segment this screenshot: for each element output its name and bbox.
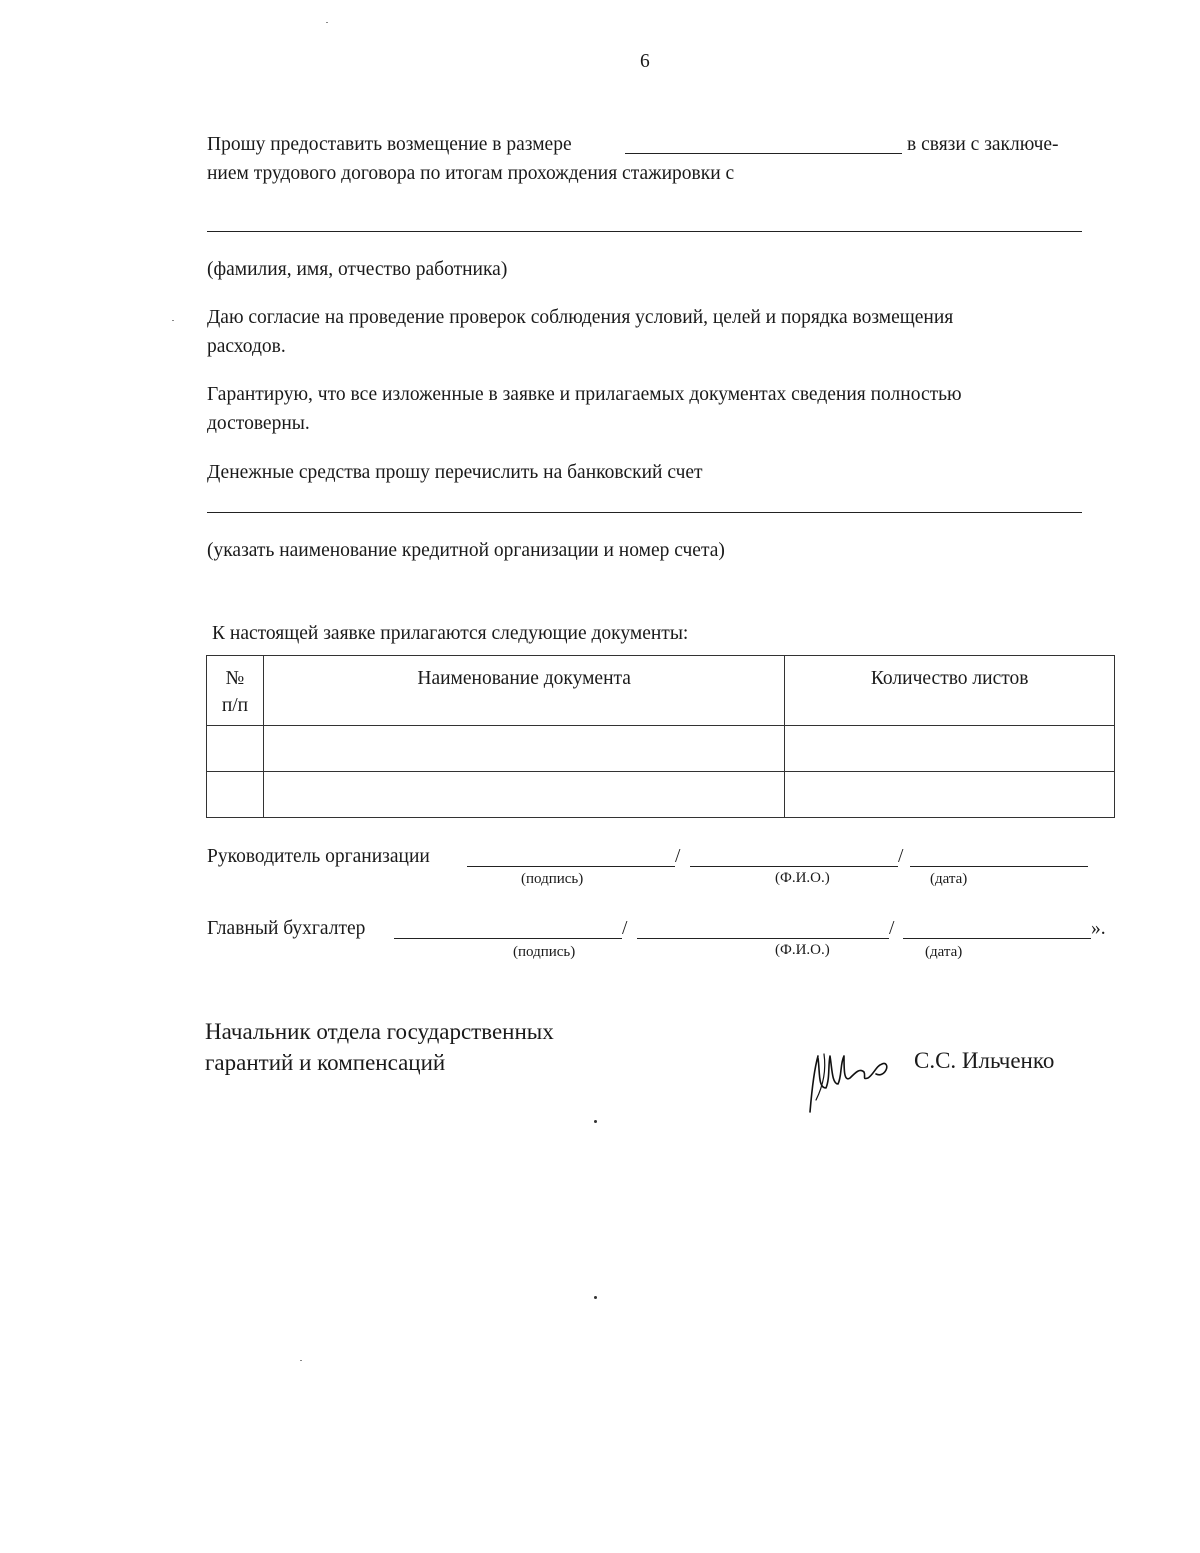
head-date-caption: (дата): [930, 871, 968, 887]
signer-name: С.С. Ильченко: [914, 1048, 1055, 1073]
table-cell: [263, 726, 784, 772]
table-header-row: [207, 656, 1115, 726]
head-fio-line: [690, 866, 898, 867]
scan-speck: [326, 22, 328, 23]
accountant-date-caption: (дата): [925, 944, 963, 960]
accountant-sign-line: [394, 938, 622, 939]
head-fio-caption: (Ф.И.О.): [775, 870, 830, 886]
scan-dot: [594, 1120, 597, 1123]
signer-title-line1: Начальник отдела государственных: [205, 1019, 554, 1044]
signer-title-line2: гарантий и компенсаций: [205, 1050, 446, 1075]
head-date-line: [910, 866, 1088, 867]
consent-line2: расходов.: [207, 336, 286, 357]
bank-account-line: [207, 512, 1082, 513]
accountant-separator-2: /: [889, 918, 895, 939]
request-text-part2: в связи с заключе-: [907, 134, 1059, 155]
accountant-date-line: [903, 938, 1091, 939]
amount-field-line: [625, 153, 902, 154]
bank-caption: (указать наименование кредитной организации и номер счета): [207, 540, 725, 561]
table-cell: [207, 772, 264, 818]
scan-dot: [594, 1296, 597, 1299]
head-sign-caption: (подпись): [521, 871, 584, 887]
transfer-text: Денежные средства прошу перечислить на банковский счет: [207, 462, 703, 483]
scan-speck: [172, 320, 174, 321]
guarantee-line1: Гарантирую, что все изложенные в заявке и прилагаемых документах сведения полностью: [207, 384, 962, 405]
consent-line1: Даю согласие на проведение проверок соблюдения условий, целей и порядка возмещения: [207, 307, 954, 328]
request-text-line2: нием трудового договора по итогам прохождения стажировки с: [207, 163, 735, 184]
employee-name-line: [207, 231, 1082, 232]
employee-caption: (фамилия, имя, отчество работника): [207, 259, 508, 280]
table-cell: [207, 726, 264, 772]
head-sign-line: [467, 866, 675, 867]
accountant-sign-caption: (подпись): [513, 944, 576, 960]
accountant-label: Главный бухгалтер: [207, 918, 366, 939]
head-label: Руководитель организации: [207, 846, 430, 867]
table-row: [207, 726, 1115, 772]
table-cell: [263, 772, 784, 818]
scan-speck: [300, 1360, 302, 1361]
guarantee-line2: достоверны.: [207, 413, 310, 434]
documents-table: [206, 655, 1115, 818]
handwritten-signature: [804, 1028, 894, 1116]
page-number: 6: [640, 51, 650, 72]
header-document-name: Наименование документа: [263, 656, 784, 726]
table-row: [207, 772, 1115, 818]
attachments-intro: К настоящей заявке прилагаются следующие документы:: [212, 623, 689, 644]
header-number: № п/п: [207, 656, 264, 726]
head-separator-2: /: [898, 846, 904, 867]
accountant-separator-1: /: [622, 918, 628, 939]
table-cell: [785, 772, 1115, 818]
accountant-fio-caption: (Ф.И.О.): [775, 942, 830, 958]
closing-quote: ».: [1091, 918, 1106, 939]
head-separator-1: /: [675, 846, 681, 867]
header-sheet-count: Количество листов: [785, 656, 1115, 726]
accountant-fio-line: [637, 938, 889, 939]
request-text-part1: Прошу предоставить возмещение в размере: [207, 134, 572, 155]
table-cell: [785, 726, 1115, 772]
